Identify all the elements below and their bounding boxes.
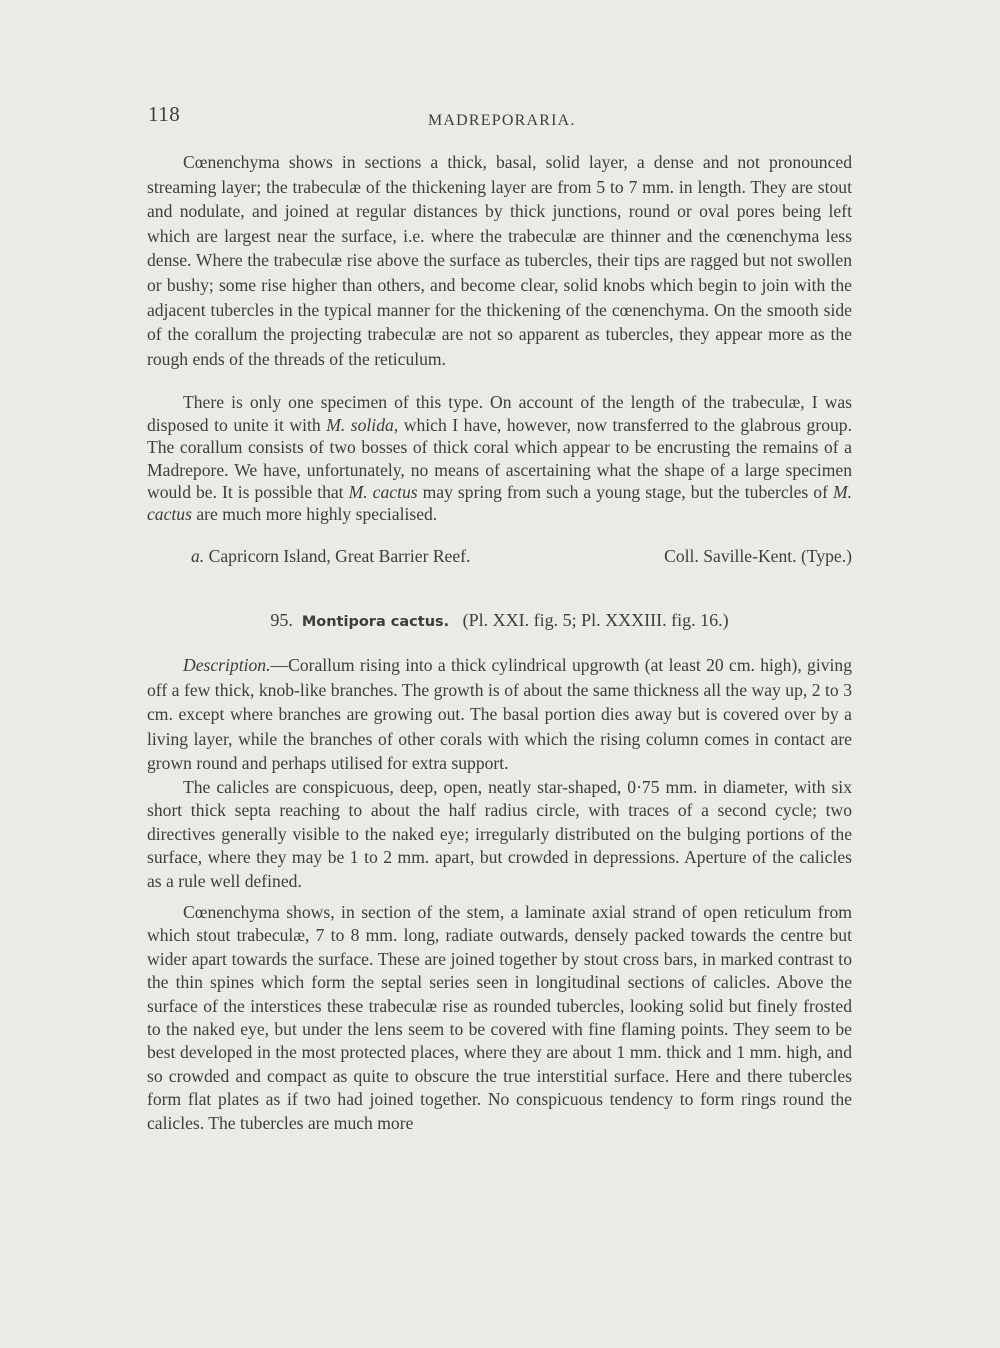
paragraph-coenenchyma-description: Cœnenchyma shows in sections a thick, basal, solid layer, a dense and not pronounced streaming layer; the trabeculæ of the thickening layer are from 5 to 7 mm. in length. They are stout and nodulate, and joined at regular distances by thick junctions, round or oval pores being left which are largest near the surface, i.e. where the trabeculæ are thinner and the cœnenchyma less dense. Where the trabeculæ rise above the surface as tubercles, their tips are ragged but not swollen or bushy; some rise higher than others, and become clear, solid knobs which begin to join with the adjacent tubercles in the typical manner for the thickening of the cœnenchyma. On the smooth side of the corallum the projecting trabeculæ are not so apparent as tubercles, they appear more as the rough ends of the threads of the reticulum. bbox=[147, 152, 852, 369]
paragraph-specimen-notes: There is only one specimen of this type. On account of the length of the trabeculæ, I was disposed to unite it with M. solida, which I have, however, now transferred to the glabrous group. The corallum consists of two bosses of thick coral which appear to be encrusting the remains of a Madrepore. We have, unfortunately, no means of ascertaining what the shape of a large specimen would be. It is possible that M. cactus may spring from such a young stage, but the tubercles of M. cactus are much more highly specialised. bbox=[147, 392, 853, 525]
body-text bbox=[147, 150, 852, 1135]
paragraph-coenenchyma-section: Cœnenchyma shows, in section of the stem, a laminate axial strand of open reticulum from which stout trabeculæ, 7 to 8 mm. long, radiate outwards, densely packed towards the centre but wider apart towards the surface. These are joined together by stout cross bars, in marked contrast to the thin spines which form the septal series seen in longitudinal sections of calicles. Above the surface of the interstices these trabeculæ rise as rounded tubercles, looking solid but finely frosted to the naked eye, but under the lens seem to be covered with fine flaming points. They seem to be best developed in the most protected places, where they are about 1 mm. thick and 1 mm. high, and so crowded and compact as quite to obscure the true interstitial surface. Here and there tubercles form flat plates as if two had joined together. No conspicuous tendency to form rings round the calicles. The tubercles are much more bbox=[147, 901, 852, 1133]
taxon-name: M. cactus bbox=[147, 481, 852, 525]
page-number: 118 bbox=[148, 102, 181, 126]
locality-place: a. Capricorn Island, Great Barrier Reef. bbox=[191, 545, 471, 566]
species-heading bbox=[147, 608, 852, 635]
species-name: Montipora cactus. bbox=[301, 614, 450, 631]
paragraph-calicles: The calicles are conspicuous, deep, open, neatly star-shaped, 0·75 mm. in diameter, with six short thick septa reaching to about the half radius circle, with traces of a second cycle; two directives generally visible to the naked eye; irregularly distributed on the bulging portions of the surface, where they may be 1 to 2 mm. apart, but crowded in depressions. Aperture of the calicles as a rule well defined. bbox=[147, 776, 852, 891]
taxon-name: M. solida, bbox=[326, 414, 399, 435]
plate-references: (Pl. XXI. fig. 5; Pl. XXXIII. fig. 16.) bbox=[462, 610, 729, 631]
species-number: 95. bbox=[270, 610, 293, 631]
specimen-locality bbox=[147, 544, 852, 569]
paragraph-description: Description.—Corallum rising into a thick cylindrical upgrowth (at least 20 cm. high), giving off a few thick, knob-like branches. The growth is of about the same thickness all the way up, 2 to 3 cm. except where branches are growing out. The basal portion dies away but is covered over by a living layer, while the branches of other corals with which the rising column comes in contact are grown round and perhaps utilised for extra support. bbox=[147, 654, 852, 774]
taxon-name: M. cactus bbox=[348, 481, 418, 502]
page-header bbox=[148, 102, 854, 138]
description-label: Description. bbox=[183, 654, 271, 675]
running-title: MADREPORARIA. bbox=[428, 112, 576, 129]
collection-note: Coll. Saville-Kent. (Type.) bbox=[664, 545, 852, 566]
